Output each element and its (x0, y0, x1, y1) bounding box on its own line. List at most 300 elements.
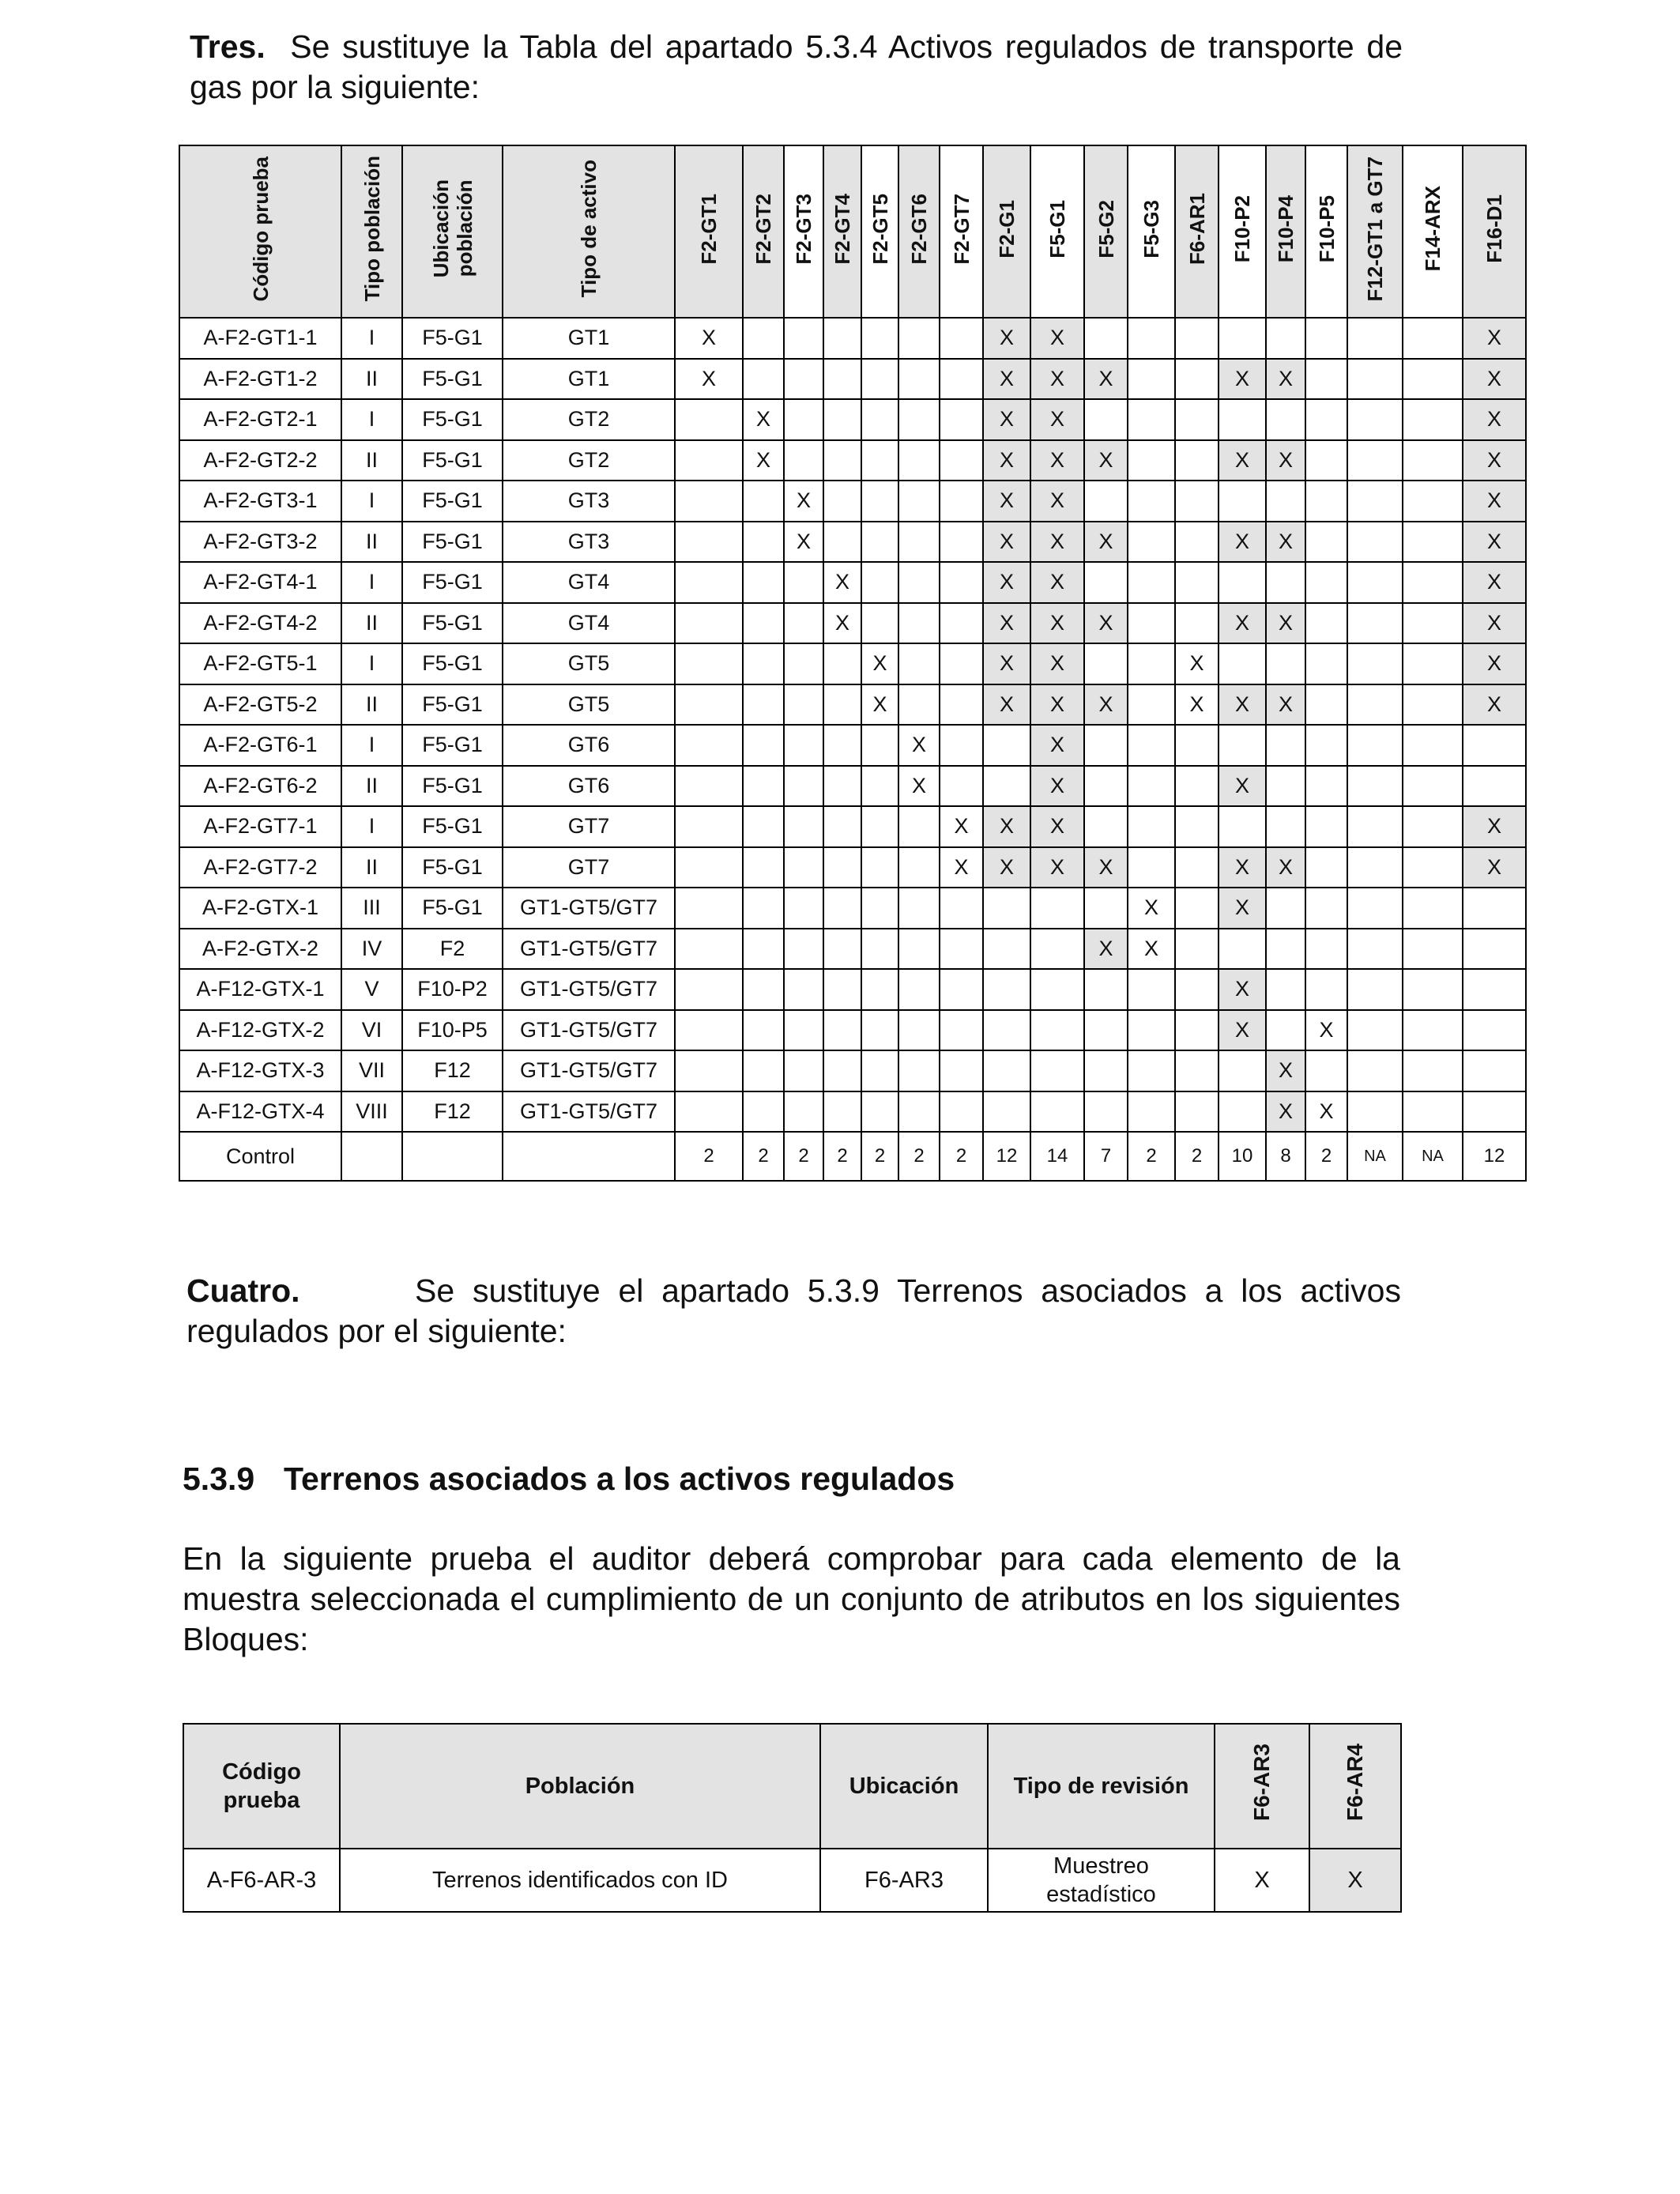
mark-cell (898, 806, 940, 847)
asset-type-cell: GT1-GT5/GT7 (503, 1091, 675, 1133)
test-code-cell: A-F2-GT5-1 (179, 643, 341, 684)
mark-cell (1305, 481, 1347, 522)
table-cell: A-F6-AR-3 (183, 1849, 340, 1912)
mark-cell (940, 399, 983, 440)
mark-cell: X (983, 562, 1030, 603)
land-assets-table (183, 1723, 1402, 1913)
mark-cell: X (983, 481, 1030, 522)
column-header (898, 145, 940, 318)
mark-cell (1175, 399, 1219, 440)
column-header-label: F5-G3 (1139, 199, 1163, 258)
mark-cell (1128, 1010, 1175, 1051)
mark-cell (983, 969, 1030, 1010)
mark-cell (784, 643, 823, 684)
mark-cell (784, 359, 823, 400)
control-value: 2 (861, 1132, 898, 1181)
column-header (183, 1724, 340, 1849)
mark-cell (898, 359, 940, 400)
mark-cell (983, 1050, 1030, 1091)
mark-cell: X (1266, 603, 1305, 644)
control-value: NA (1403, 1132, 1463, 1181)
population-type-cell: IV (341, 929, 402, 970)
column-header-label: F2-GT5 (868, 193, 892, 265)
mark-cell: X (983, 603, 1030, 644)
empty-cell (341, 1132, 402, 1181)
mark-cell (861, 1050, 898, 1091)
control-value: 2 (675, 1132, 743, 1181)
mark-cell (1266, 969, 1305, 1010)
mark-cell: X (1084, 684, 1128, 726)
intro-text: Se sustituye la Tabla del apartado 5.3.4 Activos regulados de transporte de gas por la siguiente: (190, 28, 1403, 105)
mark-cell (1403, 969, 1463, 1010)
mark-cell (1084, 399, 1128, 440)
column-header (341, 145, 402, 318)
table2-header-row (183, 1724, 1401, 1849)
location-cell: F5-G1 (402, 603, 503, 644)
column-header-label: F2-GT6 (907, 193, 931, 265)
mark-cell (1463, 929, 1526, 970)
mark-cell: X (1463, 481, 1526, 522)
column-header: Ubicación (820, 1724, 988, 1849)
asset-type-cell: GT5 (503, 684, 675, 726)
mark-cell (940, 481, 983, 522)
mark-cell (1219, 562, 1266, 603)
column-header (823, 145, 861, 318)
column-header: Tipo de revisión (988, 1724, 1215, 1849)
mark-cell: X (1084, 847, 1128, 888)
mark-cell (675, 1010, 743, 1051)
population-type-cell: I (341, 806, 402, 847)
cell-line: Muestreo (1053, 1853, 1149, 1879)
population-type-cell: I (341, 643, 402, 684)
mark-cell: X (1175, 643, 1219, 684)
mark-cell (1305, 359, 1347, 400)
mark-cell: X (1266, 359, 1305, 400)
control-row (179, 1132, 1526, 1181)
mark-cell (940, 766, 983, 807)
mark-cell (940, 725, 983, 766)
mark-cell (1219, 929, 1266, 970)
mark-cell (1084, 1010, 1128, 1051)
mark-cell (1128, 766, 1175, 807)
table-row (179, 1010, 1526, 1051)
mark-cell (983, 1010, 1030, 1051)
mark-cell (1403, 806, 1463, 847)
section-number: 5.3.9 (183, 1461, 255, 1497)
asset-type-cell: GT1 (503, 359, 675, 400)
mark-cell (940, 969, 983, 1010)
control-value: 14 (1030, 1132, 1084, 1181)
mark-cell (743, 766, 784, 807)
asset-type-cell: GT7 (503, 806, 675, 847)
mark-cell (1347, 359, 1403, 400)
mark-cell (1305, 1050, 1347, 1091)
mark-cell (1305, 888, 1347, 929)
column-header (1347, 145, 1403, 318)
mark-cell: X (1030, 766, 1084, 807)
test-code-cell: A-F12-GTX-3 (179, 1050, 341, 1091)
mark-cell (1219, 725, 1266, 766)
location-cell: F10-P5 (402, 1010, 503, 1051)
mark-cell (784, 318, 823, 359)
mark-cell (861, 359, 898, 400)
column-header-line: prueba (223, 1788, 300, 1813)
mark-cell: X (1219, 603, 1266, 644)
mark-cell (1219, 1050, 1266, 1091)
population-type-cell: I (341, 562, 402, 603)
mark-cell (940, 359, 983, 400)
column-header-line: Ubicación (428, 179, 453, 278)
mark-cell (861, 522, 898, 563)
mark-cell (1347, 562, 1403, 603)
location-cell: F5-G1 (402, 318, 503, 359)
mark-cell (1084, 643, 1128, 684)
mark-cell (1463, 969, 1526, 1010)
table-row (179, 684, 1526, 726)
mark-cell (1347, 888, 1403, 929)
mark-cell (1175, 522, 1219, 563)
mark-cell (1463, 888, 1526, 929)
mark-cell (1347, 522, 1403, 563)
mark-cell (1403, 1050, 1463, 1091)
location-cell: F5-G1 (402, 481, 503, 522)
mark-cell (743, 603, 784, 644)
population-type-cell: II (341, 359, 402, 400)
asset-type-cell: GT1-GT5/GT7 (503, 1050, 675, 1091)
mark-cell (1175, 1010, 1219, 1051)
mark-cell: X (1305, 1010, 1347, 1051)
mark-cell: X (743, 399, 784, 440)
column-header (1463, 145, 1526, 318)
column-header-label: F2-GT4 (831, 193, 854, 265)
asset-type-cell: GT6 (503, 725, 675, 766)
mark-cell (983, 1091, 1030, 1133)
mark-cell (1128, 725, 1175, 766)
mark-cell: X (983, 522, 1030, 563)
population-type-cell: II (341, 766, 402, 807)
mark-cell (784, 806, 823, 847)
asset-type-cell: GT2 (503, 440, 675, 481)
mark-cell (940, 603, 983, 644)
mark-cell (1128, 847, 1175, 888)
mark-cell (898, 522, 940, 563)
mark-cell (1030, 1050, 1084, 1091)
mark-cell (823, 440, 861, 481)
mark-cell (784, 684, 823, 726)
mark-cell (1128, 1091, 1175, 1133)
mark-cell (1403, 562, 1463, 603)
column-header (503, 145, 675, 318)
asset-type-cell: GT4 (503, 562, 675, 603)
mark-cell (1403, 929, 1463, 970)
test-code-cell: A-F2-GT2-2 (179, 440, 341, 481)
population-type-cell: V (341, 969, 402, 1010)
mark-cell: X (983, 806, 1030, 847)
mark-cell (823, 806, 861, 847)
mark-cell (898, 481, 940, 522)
mark-cell (1305, 603, 1347, 644)
mark-cell: X (983, 684, 1030, 726)
mark-cell (743, 806, 784, 847)
column-header (675, 145, 743, 318)
mark-cell (861, 318, 898, 359)
mark-cell (1305, 847, 1347, 888)
mark-cell (1403, 399, 1463, 440)
mark-cell (1128, 603, 1175, 644)
mark-cell (898, 1010, 940, 1051)
mark-cell: X (1219, 522, 1266, 563)
mark-cell (1084, 888, 1128, 929)
population-type-cell: VII (341, 1050, 402, 1091)
mark-cell (1219, 806, 1266, 847)
table-cell: F6-AR3 (820, 1849, 988, 1912)
mark-cell (823, 1010, 861, 1051)
control-label: Control (179, 1132, 341, 1181)
mark-cell (861, 725, 898, 766)
test-code-cell: A-F2-GT6-2 (179, 766, 341, 807)
mark-cell: X (861, 643, 898, 684)
mark-cell (1305, 929, 1347, 970)
mark-cell: X (823, 603, 861, 644)
mark-cell: X (1463, 684, 1526, 726)
mark-cell: X (1030, 318, 1084, 359)
mark-cell (1128, 806, 1175, 847)
table-row (179, 969, 1526, 1010)
mark-cell (861, 1091, 898, 1133)
mark-cell (675, 603, 743, 644)
mark-cell (675, 684, 743, 726)
mark-cell (743, 522, 784, 563)
mark-cell (1128, 1050, 1175, 1091)
mark-cell (784, 562, 823, 603)
mark-cell (1219, 1091, 1266, 1133)
mark-cell (675, 725, 743, 766)
location-cell: F5-G1 (402, 847, 503, 888)
mark-cell (823, 481, 861, 522)
mark-cell (1347, 1050, 1403, 1091)
column-header-line: Código (222, 1759, 301, 1785)
mark-cell (1175, 969, 1219, 1010)
regulated-assets-table (179, 145, 1527, 1182)
body-paragraph: En la siguiente prueba el auditor deberá comprobar para cada elemento de la muestra seleccionada el cumplimiento de un conjunto de atributos en los siguientes Bloques: (183, 1540, 1400, 1657)
mark-cell (1084, 806, 1128, 847)
mark-cell (1175, 318, 1219, 359)
asset-type-cell: GT4 (503, 603, 675, 644)
column-header-label: Tipo población (360, 156, 384, 302)
mark-cell (823, 1050, 861, 1091)
mark-cell (1030, 1010, 1084, 1051)
table-cell: Terrenos identificados con ID (340, 1849, 820, 1912)
mark-cell (861, 847, 898, 888)
column-header-label: F2-GT2 (751, 193, 775, 265)
mark-cell: X (1463, 847, 1526, 888)
mark-cell: X (1463, 806, 1526, 847)
mark-cell (1347, 603, 1403, 644)
column-header-label: F14-ARX (1421, 186, 1445, 272)
mark-cell: X (1084, 359, 1128, 400)
location-cell: F5-G1 (402, 562, 503, 603)
mark-cell: X (1219, 1010, 1266, 1051)
table-row (179, 522, 1526, 563)
mark-cell (1128, 359, 1175, 400)
mark-cell (675, 522, 743, 563)
mark-cell (743, 725, 784, 766)
mark-cell: X (861, 684, 898, 726)
mark-cell (1305, 399, 1347, 440)
mark-cell: X (1463, 562, 1526, 603)
column-header (402, 145, 503, 318)
mark-cell (784, 1010, 823, 1051)
mark-cell: X (1266, 522, 1305, 563)
column-header-line: población (452, 180, 477, 277)
mark-cell (1266, 725, 1305, 766)
table-row (179, 888, 1526, 929)
mark-cell (743, 318, 784, 359)
asset-type-cell: GT1-GT5/GT7 (503, 888, 675, 929)
mark-cell (1403, 440, 1463, 481)
control-value: 2 (784, 1132, 823, 1181)
mark-cell (1128, 562, 1175, 603)
mark-cell (898, 562, 940, 603)
table-row (179, 440, 1526, 481)
mark-cell: X (1084, 929, 1128, 970)
mark-cell (983, 929, 1030, 970)
mark-cell (784, 399, 823, 440)
mark-cell (1175, 766, 1219, 807)
mark-cell (1030, 969, 1084, 1010)
mark-cell (675, 399, 743, 440)
mark-cell (861, 766, 898, 807)
mark-cell (898, 1050, 940, 1091)
location-cell: F5-G1 (402, 806, 503, 847)
mark-cell (861, 806, 898, 847)
mark-cell (1175, 440, 1219, 481)
section-heading (183, 1459, 955, 1499)
control-value: NA (1347, 1132, 1403, 1181)
mark-cell (823, 929, 861, 970)
column-header: Población (340, 1724, 820, 1849)
mark-cell (898, 440, 940, 481)
cell-line: estadístico (1046, 1882, 1156, 1907)
mark-cell (1403, 603, 1463, 644)
mark-cell (861, 481, 898, 522)
mark-cell: X (1030, 481, 1084, 522)
mark-cell (1305, 766, 1347, 807)
control-value: 7 (1084, 1132, 1128, 1181)
mark-cell (675, 847, 743, 888)
mark-cell (1347, 847, 1403, 888)
test-code-cell: A-F2-GT3-1 (179, 481, 341, 522)
control-value: 2 (1128, 1132, 1175, 1181)
mark-cell (1347, 969, 1403, 1010)
control-value: 2 (1175, 1132, 1219, 1181)
column-header-label: F2-GT3 (792, 193, 816, 265)
mark-cell: X (1030, 603, 1084, 644)
population-type-cell: I (341, 725, 402, 766)
mark-cell (1030, 1091, 1084, 1133)
test-code-cell: A-F2-GT4-2 (179, 603, 341, 644)
column-header (743, 145, 784, 318)
mark-cell (1403, 522, 1463, 563)
mark-cell (823, 522, 861, 563)
mark-cell (1403, 725, 1463, 766)
control-value: 10 (1219, 1132, 1266, 1181)
table-row (179, 359, 1526, 400)
mark-cell (983, 725, 1030, 766)
column-header (1030, 145, 1084, 318)
mark-cell (940, 684, 983, 726)
column-header (940, 145, 983, 318)
mark-cell (1175, 481, 1219, 522)
mark-cell (1347, 806, 1403, 847)
location-cell: F5-G1 (402, 888, 503, 929)
table-row (179, 399, 1526, 440)
mark-cell (1347, 684, 1403, 726)
mark-cell (784, 929, 823, 970)
mark-cell (1128, 318, 1175, 359)
mark-cell (784, 725, 823, 766)
mark-cell (1219, 399, 1266, 440)
mark-cell (1347, 929, 1403, 970)
mark-cell (823, 847, 861, 888)
location-cell: F5-G1 (402, 766, 503, 807)
column-header-label: F2-GT7 (949, 193, 974, 265)
location-cell: F5-G1 (402, 725, 503, 766)
mark-cell (1084, 969, 1128, 1010)
mark-cell (1084, 766, 1128, 807)
population-type-cell: II (341, 684, 402, 726)
mark-cell (1266, 1010, 1305, 1051)
column-header (1403, 145, 1463, 318)
mark-cell: X (1463, 399, 1526, 440)
mark-cell (784, 440, 823, 481)
mark-cell (823, 969, 861, 1010)
mark-cell: X (1030, 440, 1084, 481)
mark-cell (675, 1050, 743, 1091)
column-header-label (429, 179, 477, 277)
mark-cell: X (1128, 929, 1175, 970)
mark-cell (675, 806, 743, 847)
mark-cell (1403, 847, 1463, 888)
test-code-cell: A-F2-GT3-2 (179, 522, 341, 563)
mark-cell: X (1084, 603, 1128, 644)
mark-cell (784, 1091, 823, 1133)
mark-cell: X (1305, 1091, 1347, 1133)
mark-cell: X (1030, 359, 1084, 400)
table-row (179, 847, 1526, 888)
mark-cell (940, 643, 983, 684)
table-cell: X (1309, 1849, 1401, 1912)
column-header (1128, 145, 1175, 318)
table-row (179, 318, 1526, 359)
asset-type-cell: GT7 (503, 847, 675, 888)
population-type-cell: VI (341, 1010, 402, 1051)
table-row (179, 766, 1526, 807)
mark-cell (940, 1050, 983, 1091)
column-header (1175, 145, 1219, 318)
mark-cell (1463, 725, 1526, 766)
location-cell: F12 (402, 1050, 503, 1091)
column-header-label: Tipo de activo (577, 160, 601, 298)
mark-cell: X (1463, 522, 1526, 563)
column-header (1219, 145, 1266, 318)
control-value: 12 (983, 1132, 1030, 1181)
mark-cell (823, 359, 861, 400)
mark-cell: X (898, 725, 940, 766)
mark-cell (743, 684, 784, 726)
mark-cell: X (1030, 562, 1084, 603)
column-header-label: F16-D1 (1482, 194, 1506, 263)
